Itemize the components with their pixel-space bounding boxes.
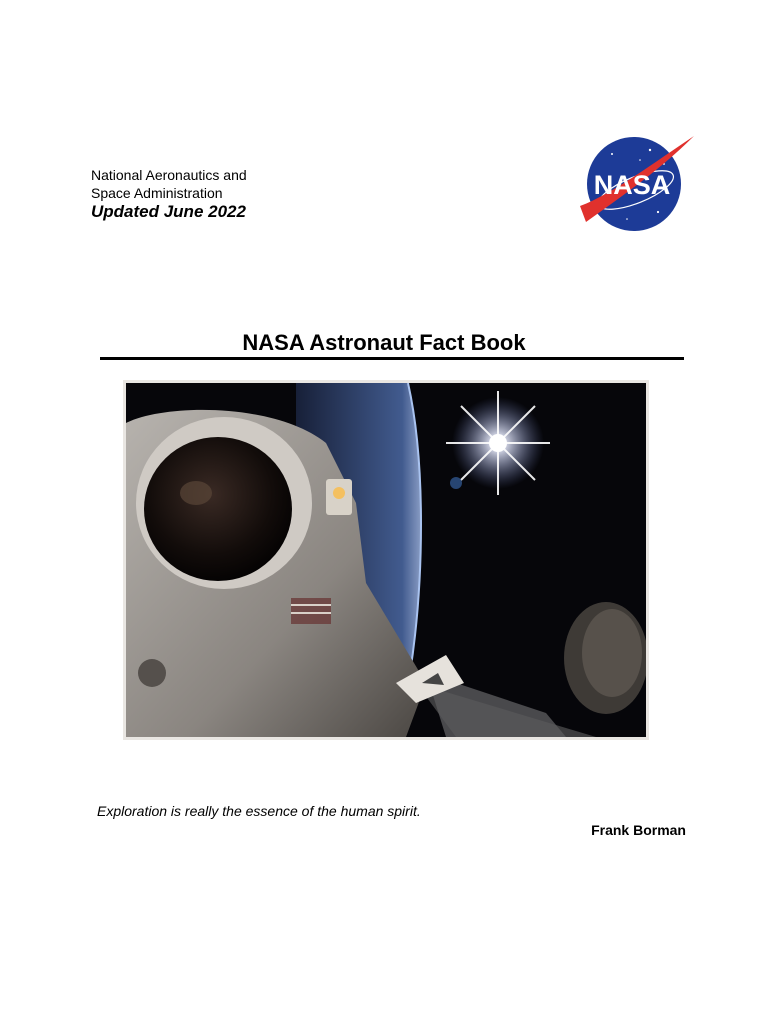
astronaut-photo bbox=[123, 380, 649, 740]
agency-name bbox=[91, 166, 247, 202]
agency-line-2: Space Administration bbox=[91, 185, 223, 201]
agency-line-1: National Aeronautics and bbox=[91, 167, 247, 183]
quote-author: Frank Borman bbox=[591, 822, 686, 838]
nasa-logo-text: NASA bbox=[593, 170, 671, 200]
page-title: NASA Astronaut Fact Book bbox=[242, 330, 526, 355]
quote-text: Exploration is really the essence of the human spirit. bbox=[97, 803, 421, 819]
nasa-logo-icon bbox=[572, 134, 696, 234]
updated-date: Updated June 2022 bbox=[91, 202, 246, 221]
title-rule bbox=[100, 357, 684, 360]
